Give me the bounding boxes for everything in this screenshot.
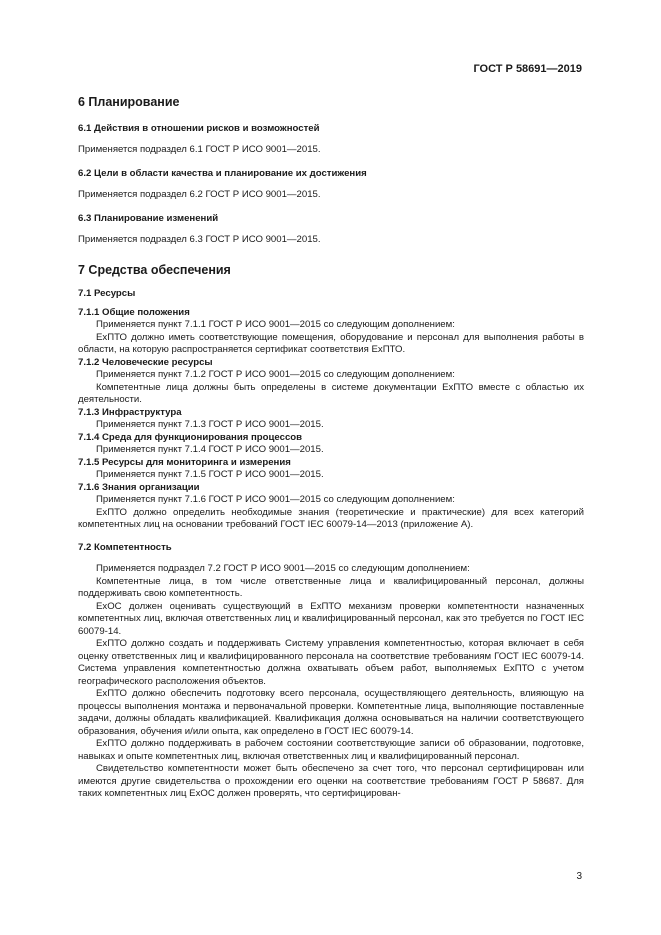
section-7-1-6-heading: 7.1.6 Знания организации [78,481,200,493]
section-7-1-3-para-1: Применяется пункт 7.1.3 ГОСТ Р ИСО 9001—2015. [96,419,324,430]
section-7-2-para-7: Свидетельство компетентности может быть обеспечено за счет того, что персонал сертифицирован или имеются другие свидетельства о прохождении его оценки на соответствие требованиям ГОСТ Р 58687. Для таких компетентных лиц ExОС должен проверять, что сертифицирован- [78,763,584,799]
section-7-1-6-para-2: ExПТО должно определить необходимые знания (теоретические и практические) для всех категорий компетентных лиц на основании требований ГОСТ IEC 60079-14—2013 (приложение А). [78,506,584,530]
section-6-heading: 6 Планирование [78,95,180,109]
section-7-1-1-para-1: Применяется пункт 7.1.1 ГОСТ Р ИСО 9001—2015 со следующим дополнением: [96,319,455,330]
section-7-2-para-6: ExПТО должно поддерживать в рабочем состоянии соответствующие записи об образовании, подготовке, навыках и опыте компетентных лиц, включая ответственных лиц и квалифицированный персонал. [78,738,584,762]
section-7-1-3-heading: 7.1.3 Инфраструктура [78,406,182,418]
section-7-1-4-heading: 7.1.4 Среда для функционирования процессов [78,431,303,443]
section-7-2-para-1: Применяется подраздел 7.2 ГОСТ Р ИСО 9001—2015 со следующим дополнением: [96,563,470,574]
section-7-1-5-para-1: Применяется пункт 7.1.5 ГОСТ Р ИСО 9001—2015. [96,469,324,480]
section-7-heading: 7 Средства обеспечения [78,263,231,277]
section-7-1-heading: 7.1 Ресурсы [78,288,136,299]
section-7-2-para-5: ExПТО должно обеспечить подготовку всего персонала, осуществляющего деятельность, влияющую на процессы выполнения монтажа и первоначальной проверки. Компетентные лица, выполняющие поставленные задачи, должны обладать квалификацией. Квалификация должна основываться на наличии соответствующего образования, обучения и/или опыта, как определено в ГОСТ IEC 60079-14. [78,688,584,737]
document-code: ГОСТ Р 58691—2019 [473,63,582,75]
section-7-2-para-3: ExОС должен оценивать существующий в ExПТО механизм проверки компетентности назначенных компетентных лиц, включая ответственных лиц и квалифицированный персонал, как это требуется по ГОСТ IEC 60079-14. [78,600,584,637]
page-content [78,94,584,801]
section-7-1-2-heading: 7.1.2 Человеческие ресурсы [78,356,213,368]
section-7-1-5-heading: 7.1.5 Ресурсы для мониторинга и измерения [78,456,291,468]
section-6-3-heading: 6.3 Планирование изменений [78,213,219,224]
section-6-1-heading: 6.1 Действия в отношении рисков и возможностей [78,123,320,134]
section-7-2-heading: 7.2 Компетентность [78,541,172,553]
section-6-3-text: Применяется подраздел 6.3 ГОСТ Р ИСО 9001—2015. [78,233,321,245]
section-6-2-heading: 6.2 Цели в области качества и планирование их достижения [78,168,367,179]
section-7-2-para-2: Компетентные лица, в том числе ответственные лица и квалифицированный персонал, должны поддерживать свою компетентность. [78,575,584,599]
section-7-2-para-4: ExПТО должно создать и поддерживать Систему управления компетентностью, которая включает в себя оценку ответственных лиц и квалифицированного персонала на соответствие требованиям ГОСТ IEC 60079-14. Система управления компетентностью должна охватывать объем работ, выполняемых ExПТО с учетом географического расположения объектов. [78,638,584,687]
section-7-1-2-para-2: Компетентные лица должны быть определены в системе документации ExПТО вместе с областью их деятельности. [78,381,584,405]
section-7-1-1-para-2: ExПТО должно иметь соответствующие помещения, оборудование и персонал для выполнения работы в области, на которую распространяется сертификат соответствия ExПТО. [78,331,584,355]
section-7-1-6-para-1: Применяется пункт 7.1.6 ГОСТ Р ИСО 9001—2015 со следующим дополнением: [96,494,455,505]
section-6-2-text: Применяется подраздел 6.2 ГОСТ Р ИСО 9001—2015. [78,188,321,200]
section-6-1-text: Применяется подраздел 6.1 ГОСТ Р ИСО 9001—2015. [78,143,321,155]
section-7-1-1-heading: 7.1.1 Общие положения [78,306,190,318]
section-7-1-2-para-1: Применяется пункт 7.1.2 ГОСТ Р ИСО 9001—2015 со следующим дополнением: [96,369,455,380]
section-7-1-4-para-1: Применяется пункт 7.1.4 ГОСТ Р ИСО 9001—2015. [96,444,324,455]
page-number: 3 [576,871,582,882]
